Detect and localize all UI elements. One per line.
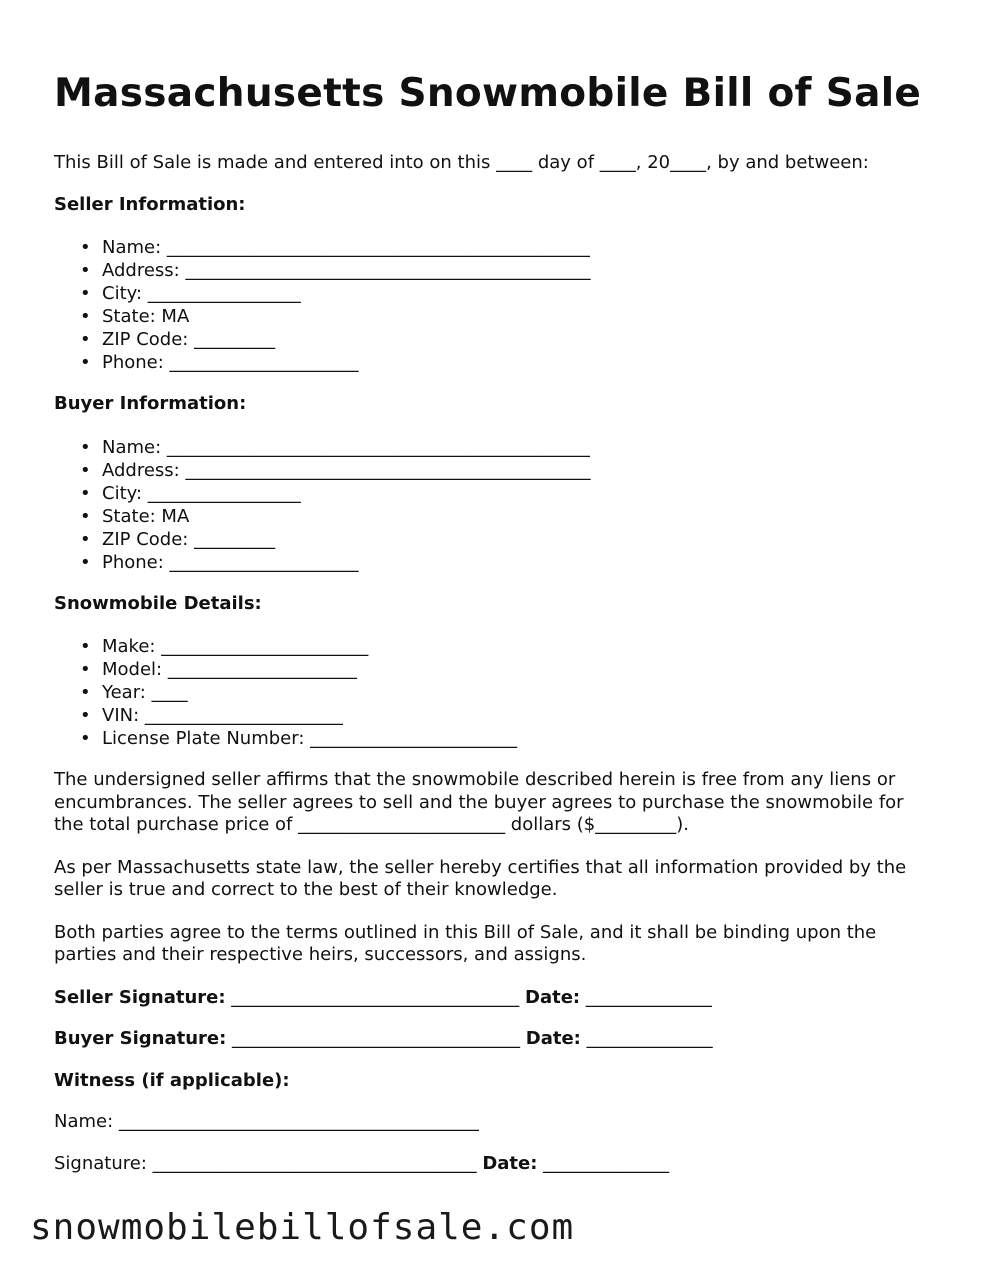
liens-paragraph: The undersigned seller affirms that the snowmobile described herein is free from any liens or encumbrances. The seller agrees to sell and the buyer agrees to purchase the snowmobile for the total purchase price of _______________________ dollars ($_________). (54, 769, 904, 835)
bullet-icon: • (80, 659, 91, 680)
seller-info-list (54, 236, 927, 374)
snowmobile-vin-item: • VIN: ______________________ (80, 705, 343, 726)
snowmobile-heading: Snowmobile Details: (54, 592, 262, 614)
witness-name-line: Name: ________________________________________ (54, 1111, 479, 1132)
bullet-icon: • (80, 237, 91, 258)
witness-signature-line (54, 1153, 927, 1176)
snowmobile-plate-item: • License Plate Number: _______________________ (80, 728, 518, 749)
buyer-signature-label: Buyer Signature: (54, 1028, 227, 1049)
seller-date-blank: ______________ (580, 986, 712, 1008)
bullet-icon: • (80, 260, 91, 281)
buyer-zip-item: • ZIP Code: _________ (80, 528, 276, 550)
witness-signature-blank: Signature: ____________________________________ (54, 1152, 483, 1174)
bullet-icon: • (80, 459, 91, 481)
witness-date-blank: ______________ (537, 1152, 670, 1174)
intro-text: This Bill of Sale is made and entered into on this ____ day of ____, 20____, by and between: (54, 152, 869, 173)
snowmobile-year-item: • Year: ____ (80, 682, 188, 703)
bullet-icon: • (80, 682, 91, 703)
seller-zip-item: • ZIP Code: _________ (80, 329, 276, 350)
seller-address-item: • Address: _____________________________________________ (80, 260, 591, 281)
buyer-state-item: • State: MA (80, 505, 190, 527)
seller-signature-line (54, 987, 927, 1010)
buyer-heading: Buyer Information: (54, 393, 247, 414)
bullet-icon: • (80, 705, 91, 726)
buyer-city-item: • City: _________________ (80, 482, 301, 504)
buyer-signature-blank: ________________________________ (226, 1028, 526, 1049)
buyer-phone-item: • Phone: _____________________ (80, 551, 359, 573)
bullet-icon: • (80, 505, 91, 527)
bullet-icon: • (80, 528, 91, 550)
bullet-icon: • (80, 352, 91, 373)
site-watermark: snowmobilebillofsale.com (30, 1207, 575, 1248)
bullet-icon: • (80, 636, 91, 657)
buyer-name-item: • Name: _______________________________________________ (80, 436, 590, 458)
bullet-icon: • (80, 306, 91, 327)
buyer-date-label: Date: (525, 1028, 581, 1049)
seller-state-item: • State: MA (80, 306, 190, 327)
bullet-icon: • (80, 551, 91, 573)
bullet-icon: • (80, 482, 91, 504)
buyer-signature-line (54, 1028, 927, 1051)
bullet-icon: • (80, 728, 91, 749)
buyer-date-blank: ______________ (580, 1028, 713, 1049)
snowmobile-model-item: • Model: _____________________ (80, 659, 357, 680)
seller-name-item: • Name: _______________________________________________ (80, 237, 590, 258)
buyer-info-list (54, 436, 927, 574)
snowmobile-details-list (54, 635, 927, 750)
certification-paragraph: As per Massachusetts state law, the seller hereby certifies that all information provided by the seller is true and correct to the best of their knowledge. (54, 856, 907, 900)
seller-signature-label: Seller Signature: (54, 986, 226, 1008)
seller-date-label: Date: (525, 986, 581, 1008)
buyer-address-item: • Address: _____________________________________________ (80, 459, 591, 481)
bullet-icon: • (80, 329, 91, 350)
seller-city-item: • City: _________________ (80, 283, 301, 304)
snowmobile-make-item: • Make: _______________________ (80, 636, 369, 657)
seller-heading: Seller Information: (54, 193, 246, 215)
witness-heading: Witness (if applicable): (54, 1069, 290, 1091)
seller-signature-blank: ________________________________ (225, 986, 525, 1008)
document-title: Massachusetts Snowmobile Bill of Sale (54, 71, 922, 116)
seller-phone-item: • Phone: _____________________ (80, 352, 359, 373)
binding-paragraph: Both parties agree to the terms outlined in this Bill of Sale, and it shall be binding upon the parties and their respective heirs, successors, and assigns. (54, 921, 877, 965)
bullet-icon: • (80, 283, 91, 304)
witness-date-label: Date: (482, 1152, 538, 1174)
bullet-icon: • (80, 436, 91, 458)
